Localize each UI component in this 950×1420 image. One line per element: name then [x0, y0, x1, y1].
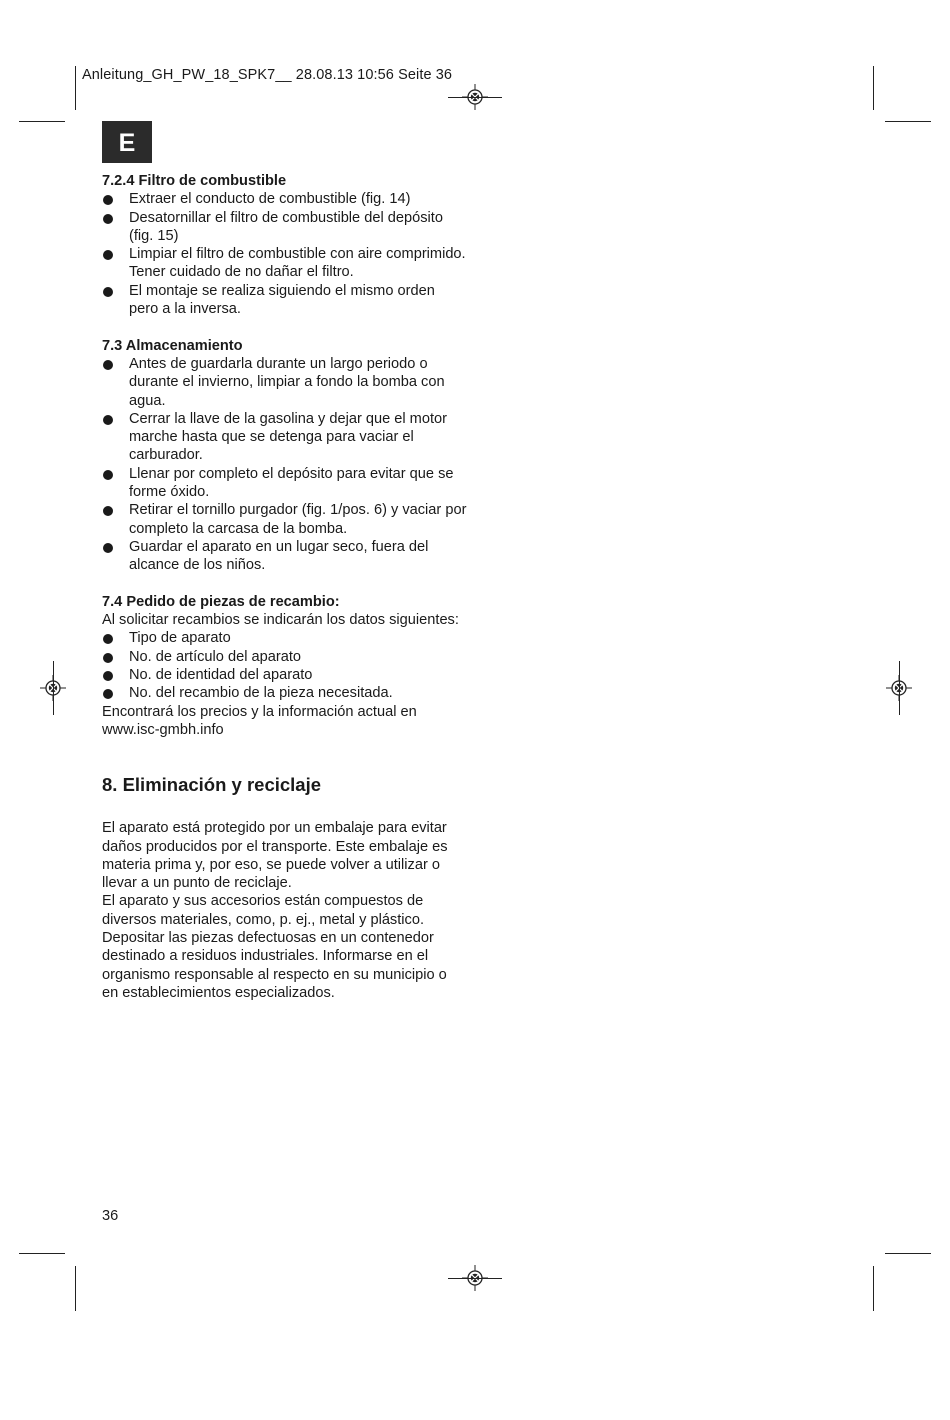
list-item: Tipo de aparato: [102, 629, 467, 647]
list-item: No. de artículo del aparato: [102, 648, 467, 666]
list-item: Limpiar el filtro de combustible con aire comprimido. Tener cuidado de no dañar el filtro.: [102, 245, 467, 282]
list-item: El montaje se realiza siguiendo el mismo orden pero a la inversa.: [102, 282, 467, 319]
crop-mark: [885, 1253, 931, 1254]
list-item: No. de identidad del aparato: [102, 666, 467, 684]
section-heading-spare-parts: 7.4 Pedido de piezas de recambio:: [102, 593, 340, 610]
spare-parts-outro: Encontrará los precios y la información actual en www.isc-gmbh.info: [102, 703, 417, 738]
bullet-list-spare-parts: [102, 629, 467, 702]
crop-mark: [53, 661, 54, 715]
section-heading-disposal: 8. Eliminación y reciclaje: [102, 774, 322, 796]
crop-mark: [19, 1253, 65, 1254]
crop-mark: [19, 121, 65, 122]
page-number: 36: [102, 1208, 119, 1224]
language-tab: E: [102, 121, 152, 163]
list-item: No. del recambio de la pieza necesitada.: [102, 684, 467, 702]
crop-mark: [873, 66, 874, 110]
section-heading-storage: 7.3 Almacenamiento: [102, 337, 243, 354]
bullet-list-fuel-filter: [102, 190, 467, 318]
section-heading-fuel-filter: 7.2.4 Filtro de combustible: [102, 173, 287, 189]
list-item: Desatornillar el filtro de combustible del depósito (fig. 15): [102, 209, 467, 246]
crop-mark: [448, 1278, 502, 1279]
crop-mark: [448, 97, 502, 98]
list-item: Guardar el aparato en un lugar seco, fuera del alcance de los niños.: [102, 538, 467, 575]
crop-mark: [899, 661, 900, 715]
crop-mark: [885, 121, 931, 122]
print-slug: Anleitung_GH_PW_18_SPK7__ 28.08.13 10:56 Seite 36: [82, 67, 453, 83]
crop-mark: [873, 1266, 874, 1311]
list-item: Extraer el conducto de combustible (fig. 14): [102, 190, 467, 208]
disposal-paragraph: El aparato y sus accesorios están compuestos de diversos materiales, como, p. ej., metal y plástico. Depositar las piezas defectuosas en un contenedor destinado a residuos industriales. Informarse en el organismo responsable al respecto en su municipio o en establecimientos especializados.: [102, 893, 447, 1001]
main-column: [102, 172, 467, 1002]
list-item: Antes de guardarla durante un largo periodo o durante el invierno, limpiar a fondo la bomba con agua.: [102, 355, 467, 410]
spare-parts-intro: Al solicitar recambios se indicarán los datos siguientes:: [102, 612, 459, 629]
crop-mark: [75, 66, 76, 110]
list-item: Llenar por completo el depósito para evitar que se forme óxido.: [102, 465, 467, 502]
list-item: Retirar el tornillo purgador (fig. 1/pos. 6) y vaciar por completo la carcasa de la bomba.: [102, 501, 467, 538]
crop-mark: [75, 1266, 76, 1311]
bullet-list-storage: [102, 355, 467, 575]
list-item: Cerrar la llave de la gasolina y dejar que el motor marche hasta que se detenga para vaciar el carburador.: [102, 410, 467, 465]
disposal-paragraph: El aparato está protegido por un embalaje para evitar daños producidos por el transporte. Este embalaje es materia prima y, por eso, se puede volver a utilizar o llevar a un punto de reciclaje.: [102, 820, 448, 892]
